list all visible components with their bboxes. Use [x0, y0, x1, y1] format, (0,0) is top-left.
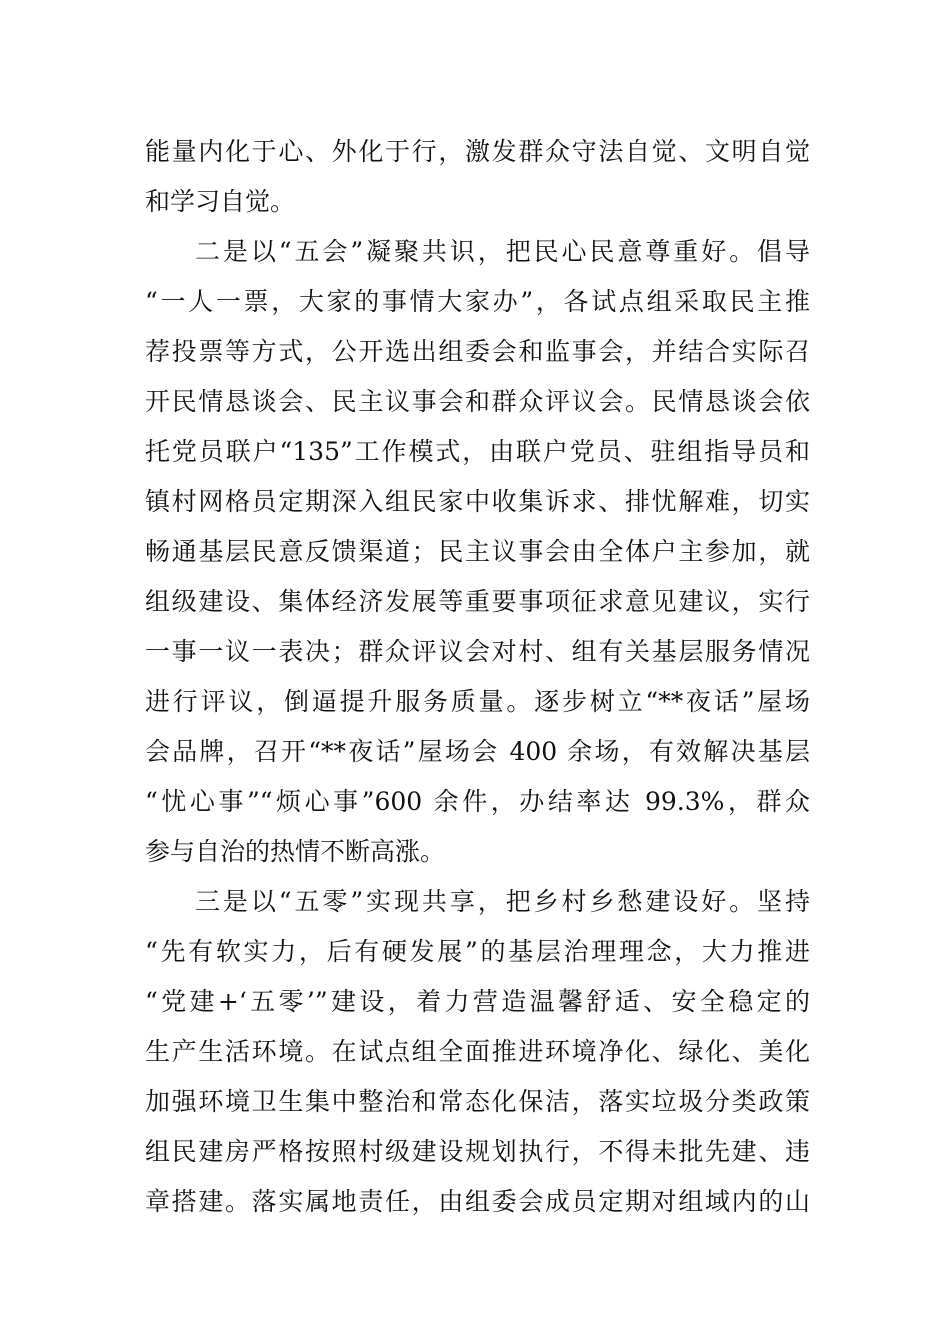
text-line: 镇村网格员定期深入组民家中收集诉求、排忧解难，切实: [145, 487, 810, 516]
text-line: 组级建设、集体经济发展等重要事项征求意见建议，实行: [145, 587, 810, 616]
text-line: “一人一票，大家的事情大家办”，各试点组采取民主推: [145, 287, 810, 316]
text-line: 章搭建。落实属地责任，由组委会成员定期对组域内的山: [145, 1187, 810, 1216]
text-line: “忧心事”“烦心事”600 余件，办结率达 99.3%，群众: [145, 787, 810, 816]
text-line: 托党员联户“135”工作模式，由联户党员、驻组指导员和: [145, 437, 810, 466]
text-line: 荐投票等方式，公开选出组委会和监事会，并结合实际召: [145, 337, 810, 366]
text-line: 进行评议，倒逼提升服务质量。逐步树立“**夜话”屋场: [145, 687, 810, 716]
text-line: 生产生活环境。在试点组全面推进环境净化、绿化、美化: [145, 1037, 810, 1066]
text-line: 加强环境卫生集中整治和常态化保洁，落实垃圾分类政策: [145, 1087, 810, 1116]
text-line: 组民建房严格按照村级建设规划执行，不得未批先建、违: [145, 1137, 810, 1166]
paragraph-start-line: 二是以“五会”凝聚共识，把民心民意尊重好。倡导: [195, 237, 810, 266]
text-line: 和学习自觉。: [145, 187, 296, 216]
text-line: “党建+‘五零’”建设，着力营造温馨舒适、安全稳定的: [145, 987, 810, 1016]
text-line: “先有软实力，后有硬发展”的基层治理理念，大力推进: [145, 937, 810, 966]
text-line: 畅通基层民意反馈渠道；民主议事会由全体户主参加，就: [145, 537, 810, 566]
text-line: 能量内化于心、外化于行，激发群众守法自觉、文明自觉: [145, 137, 810, 166]
text-line: 会品牌，召开“**夜话”屋场会 400 余场，有效解决基层: [145, 737, 810, 766]
text-line: 一事一议一表决；群众评议会对村、组有关基层服务情况: [145, 637, 810, 666]
paragraph-start-line: 三是以“五零”实现共享，把乡村乡愁建设好。坚持: [195, 887, 810, 916]
text-line: 开民情恳谈会、民主议事会和群众评议会。民情恳谈会依: [145, 387, 810, 416]
text-line: 参与自治的热情不断高涨。: [145, 837, 446, 866]
